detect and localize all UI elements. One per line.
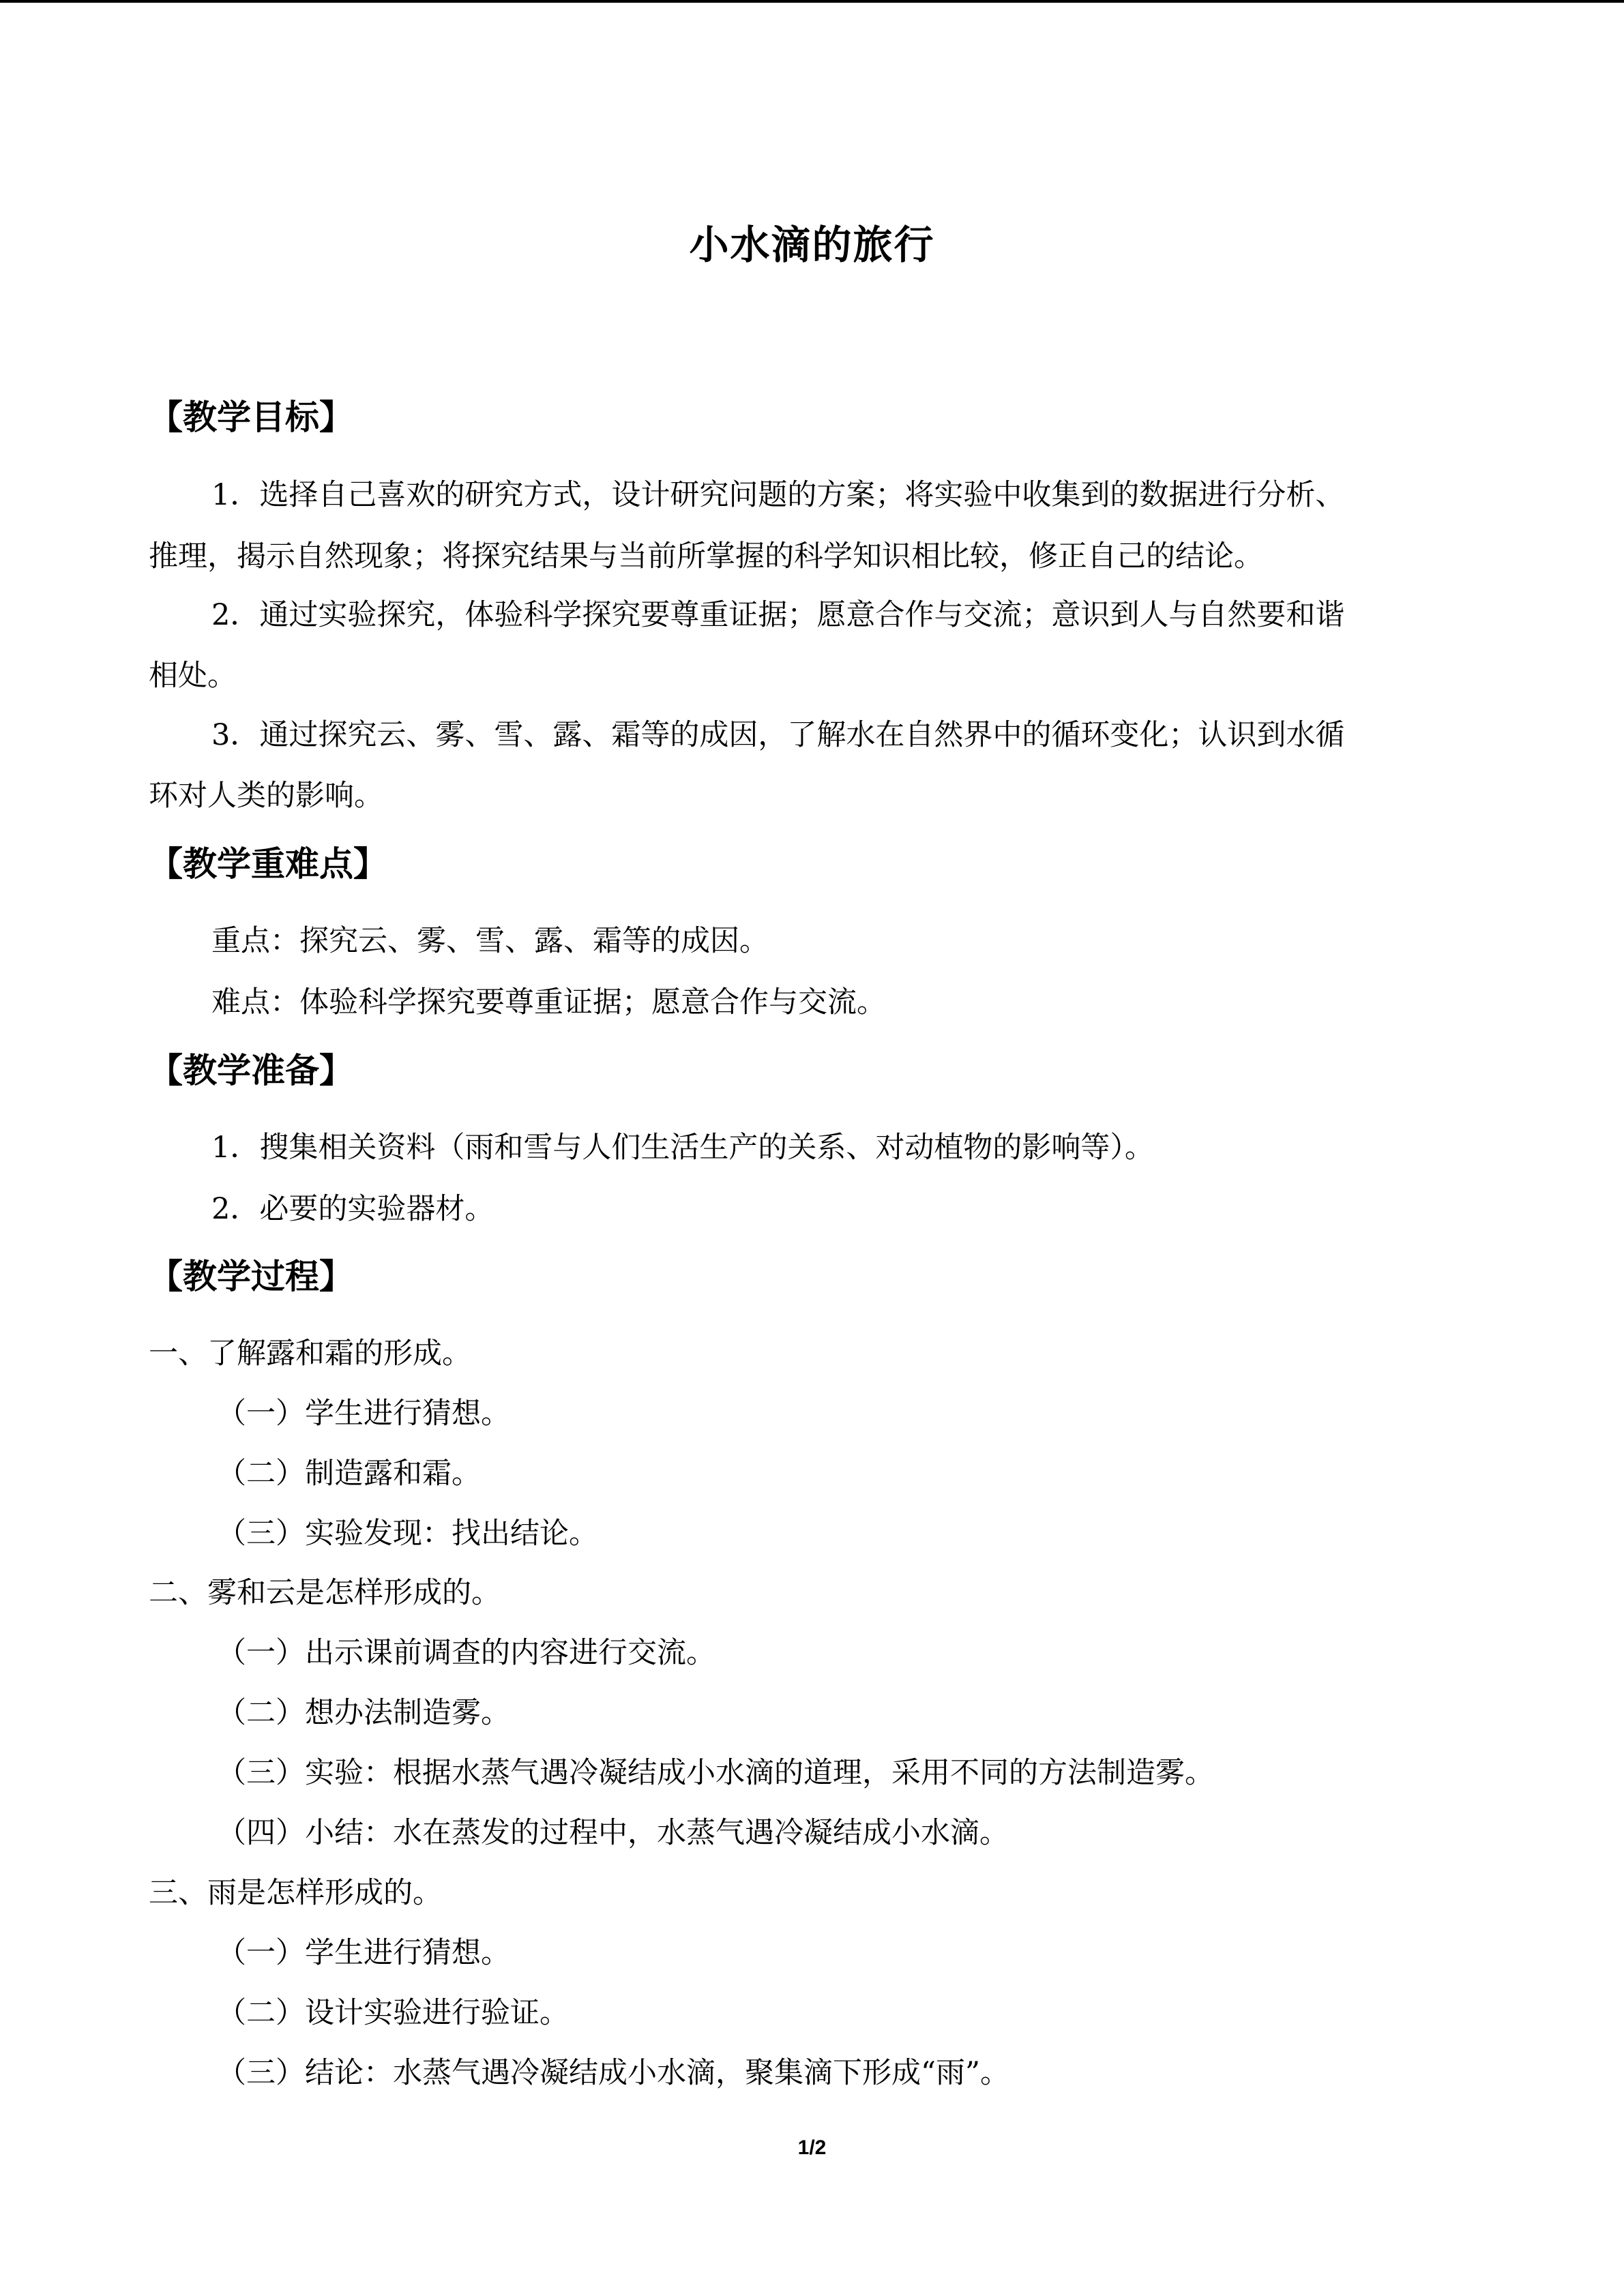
preparation-item-1: 1．搜集相关资料（雨和雪与人们生活生产的关系、对动植物的影响等）。 bbox=[211, 1131, 1154, 1165]
document-title: 小水滴的旅行 bbox=[689, 222, 935, 268]
section-heading-objectives: 【教学目标】 bbox=[149, 398, 353, 437]
section-heading-preparation: 【教学准备】 bbox=[149, 1051, 353, 1090]
process-part-2-step-1: （一）出示课前调查的内容进行交流。 bbox=[217, 1636, 715, 1670]
objective-1-line-1: 1．选择自己喜欢的研究方式，设计研究问题的方案；将实验中收集到的数据进行分析、 bbox=[211, 478, 1345, 512]
process-part-1-step-2: （二）制造露和霜。 bbox=[217, 1457, 481, 1491]
objective-3-line-2: 环对人类的影响。 bbox=[149, 779, 383, 813]
process-part-2-title: 二、雾和云是怎样形成的。 bbox=[149, 1576, 501, 1610]
objective-2-line-1: 2．通过实验探究，体验科学探究要尊重证据；愿意合作与交流；意识到人与自然要和谐 bbox=[211, 598, 1345, 632]
objective-3-line-1: 3．通过探究云、雾、雪、露、霜等的成因，了解水在自然界中的循环变化；认识到水循 bbox=[211, 718, 1345, 752]
process-part-2-step-4: （四）小结：水在蒸发的过程中，水蒸气遇冷凝结成小水滴。 bbox=[217, 1816, 1009, 1850]
difficult-point-line: 难点：体验科学探究要尊重证据；愿意合作与交流。 bbox=[211, 985, 886, 1019]
section-heading-key-points: 【教学重难点】 bbox=[149, 844, 387, 884]
process-part-1-step-3: （三）实验发现：找出结论。 bbox=[217, 1517, 598, 1551]
process-part-2-step-2: （二）想办法制造雾。 bbox=[217, 1696, 510, 1730]
page-number: 1/2 bbox=[797, 2136, 827, 2159]
process-part-3-step-3: （三）结论：水蒸气遇冷凝结成小水滴，聚集滴下形成“雨”。 bbox=[217, 2056, 1009, 2090]
section-heading-process: 【教学过程】 bbox=[149, 1257, 353, 1296]
process-part-3-step-2: （二）设计实验进行验证。 bbox=[217, 1996, 569, 2030]
process-part-2-step-3: （三）实验：根据水蒸气遇冷凝结成小水滴的道理，采用不同的方法制造雾。 bbox=[217, 1756, 1214, 1790]
process-part-3-step-1: （一）学生进行猜想。 bbox=[217, 1936, 510, 1970]
objective-2-line-2: 相处。 bbox=[149, 659, 237, 693]
process-part-1-step-1: （一）学生进行猜想。 bbox=[217, 1397, 510, 1431]
key-point-line: 重点：探究云、雾、雪、露、霜等的成因。 bbox=[211, 924, 769, 958]
objective-1-line-2: 推理，揭示自然现象；将探究结果与当前所掌握的科学知识相比较，修正自己的结论。 bbox=[149, 539, 1263, 573]
process-part-1-title: 一、了解露和霜的形成。 bbox=[149, 1337, 471, 1371]
preparation-item-2: 2．必要的实验器材。 bbox=[211, 1192, 494, 1226]
process-part-3-title: 三、雨是怎样形成的。 bbox=[149, 1876, 442, 1910]
